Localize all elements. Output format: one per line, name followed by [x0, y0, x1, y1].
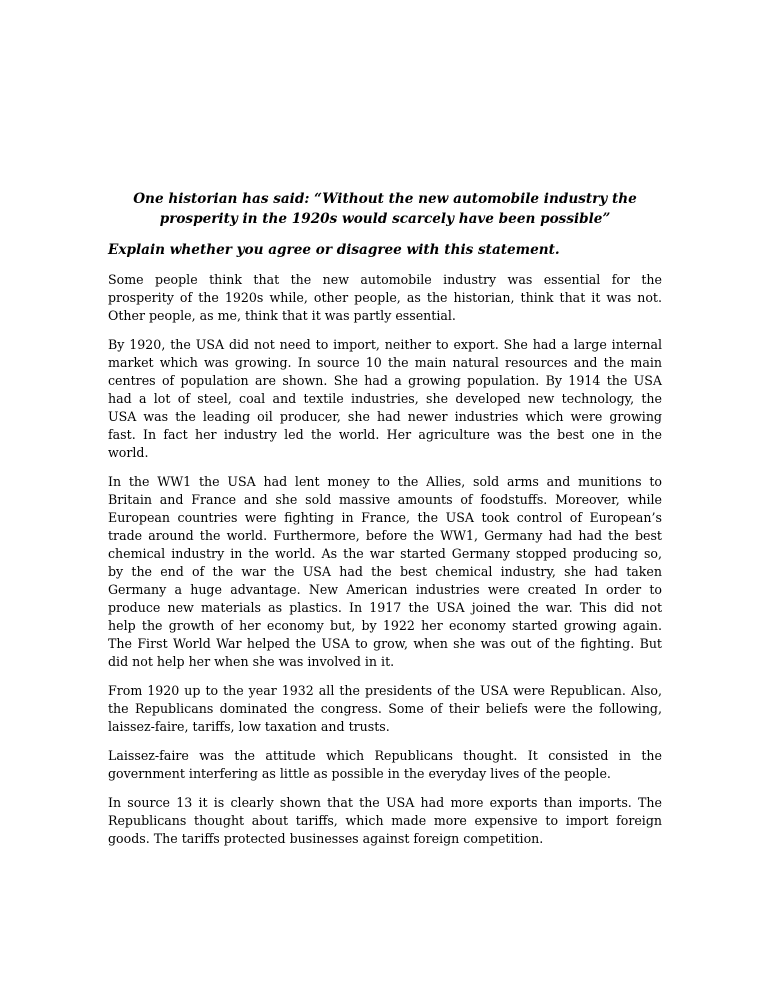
text-line: government interfering as little as possible in the everyday lives of the people.: [108, 766, 611, 781]
paragraph-ww1: [108, 473, 662, 671]
text-line: European countries were fighting in France, the USA took control of European’s: [108, 510, 662, 525]
text-line: In source 13 it is clearly shown that the USA had more exports than imports. The: [108, 795, 662, 810]
text-line: From 1920 up to the year 1932 all the presidents of the USA were Republican. Also,: [108, 683, 662, 698]
text-line: Other people, as me, think that it was partly essential.: [108, 308, 456, 323]
text-line: produce new materials as plastics. In 1917 the USA joined the war. This did not: [108, 600, 662, 615]
text-line: help the growth of her economy but, by 1922 her economy started growing again.: [108, 618, 662, 633]
text-line: USA was the leading oil producer, she had newer industries which were growing: [108, 409, 662, 424]
paragraph-laissez-faire: [108, 747, 662, 783]
essay-heading: [108, 189, 662, 229]
text-line: Republicans thought about tariffs, which made more expensive to import foreign: [108, 813, 662, 828]
essay-question: Explain whether you agree or disagree with this statement.: [108, 242, 560, 258]
text-line: goods. The tariffs protected businesses against foreign competition.: [108, 831, 544, 846]
text-line: The First World War helped the USA to grow, when she was out of the fighting. But: [108, 636, 662, 651]
text-line: Some people think that the new automobile industry was essential for the: [108, 272, 662, 287]
text-line: Britain and France and she sold massive amounts of foodstuffs. Moreover, while: [108, 492, 662, 507]
text-line: had a lot of steel, coal and textile industries, she developed new technology, the: [108, 391, 662, 406]
text-line: prosperity of the 1920s while, other people, as the historian, think that it was not.: [108, 290, 662, 305]
text-line: Germany a huge advantage. New American industries were created In order to: [108, 582, 662, 597]
text-line: By 1920, the USA did not need to import, neither to export. She had a large internal: [108, 337, 662, 352]
heading-line: One historian has said: “Without the new automobile industry the: [133, 191, 637, 207]
paragraph-intro: [108, 271, 662, 325]
text-line: world.: [108, 445, 149, 460]
text-line: centres of population are shown. She had a growing population. By 1914 the USA: [108, 373, 662, 388]
text-line: market which was growing. In source 10 the main natural resources and the main: [108, 355, 662, 370]
text-line: fast. In fact her industry led the world. Her agriculture was the best one in the: [108, 427, 662, 442]
text-line: did not help her when she was involved in it.: [108, 654, 395, 669]
paragraph-republicans: [108, 682, 662, 736]
text-line: In the WW1 the USA had lent money to the Allies, sold arms and munitions to: [108, 474, 662, 489]
paragraph-usa-1920: [108, 336, 662, 462]
text-line: the Republicans dominated the congress. Some of their beliefs were the following,: [108, 701, 662, 716]
text-line: by the end of the war the USA had the best chemical industry, she had taken: [108, 564, 662, 579]
document-body: [108, 189, 662, 848]
text-line: trade around the world. Furthermore, before the WW1, Germany had had the best: [108, 528, 662, 543]
paragraph-tariffs: [108, 794, 662, 848]
text-line: chemical industry in the world. As the war started Germany stopped producing so,: [108, 546, 662, 561]
text-line: laissez-faire, tariffs, low taxation and trusts.: [108, 719, 390, 734]
text-line: Laissez-faire was the attitude which Republicans thought. It consisted in the: [108, 748, 662, 763]
heading-line: prosperity in the 1920s would scarcely have been possible”: [159, 211, 611, 227]
